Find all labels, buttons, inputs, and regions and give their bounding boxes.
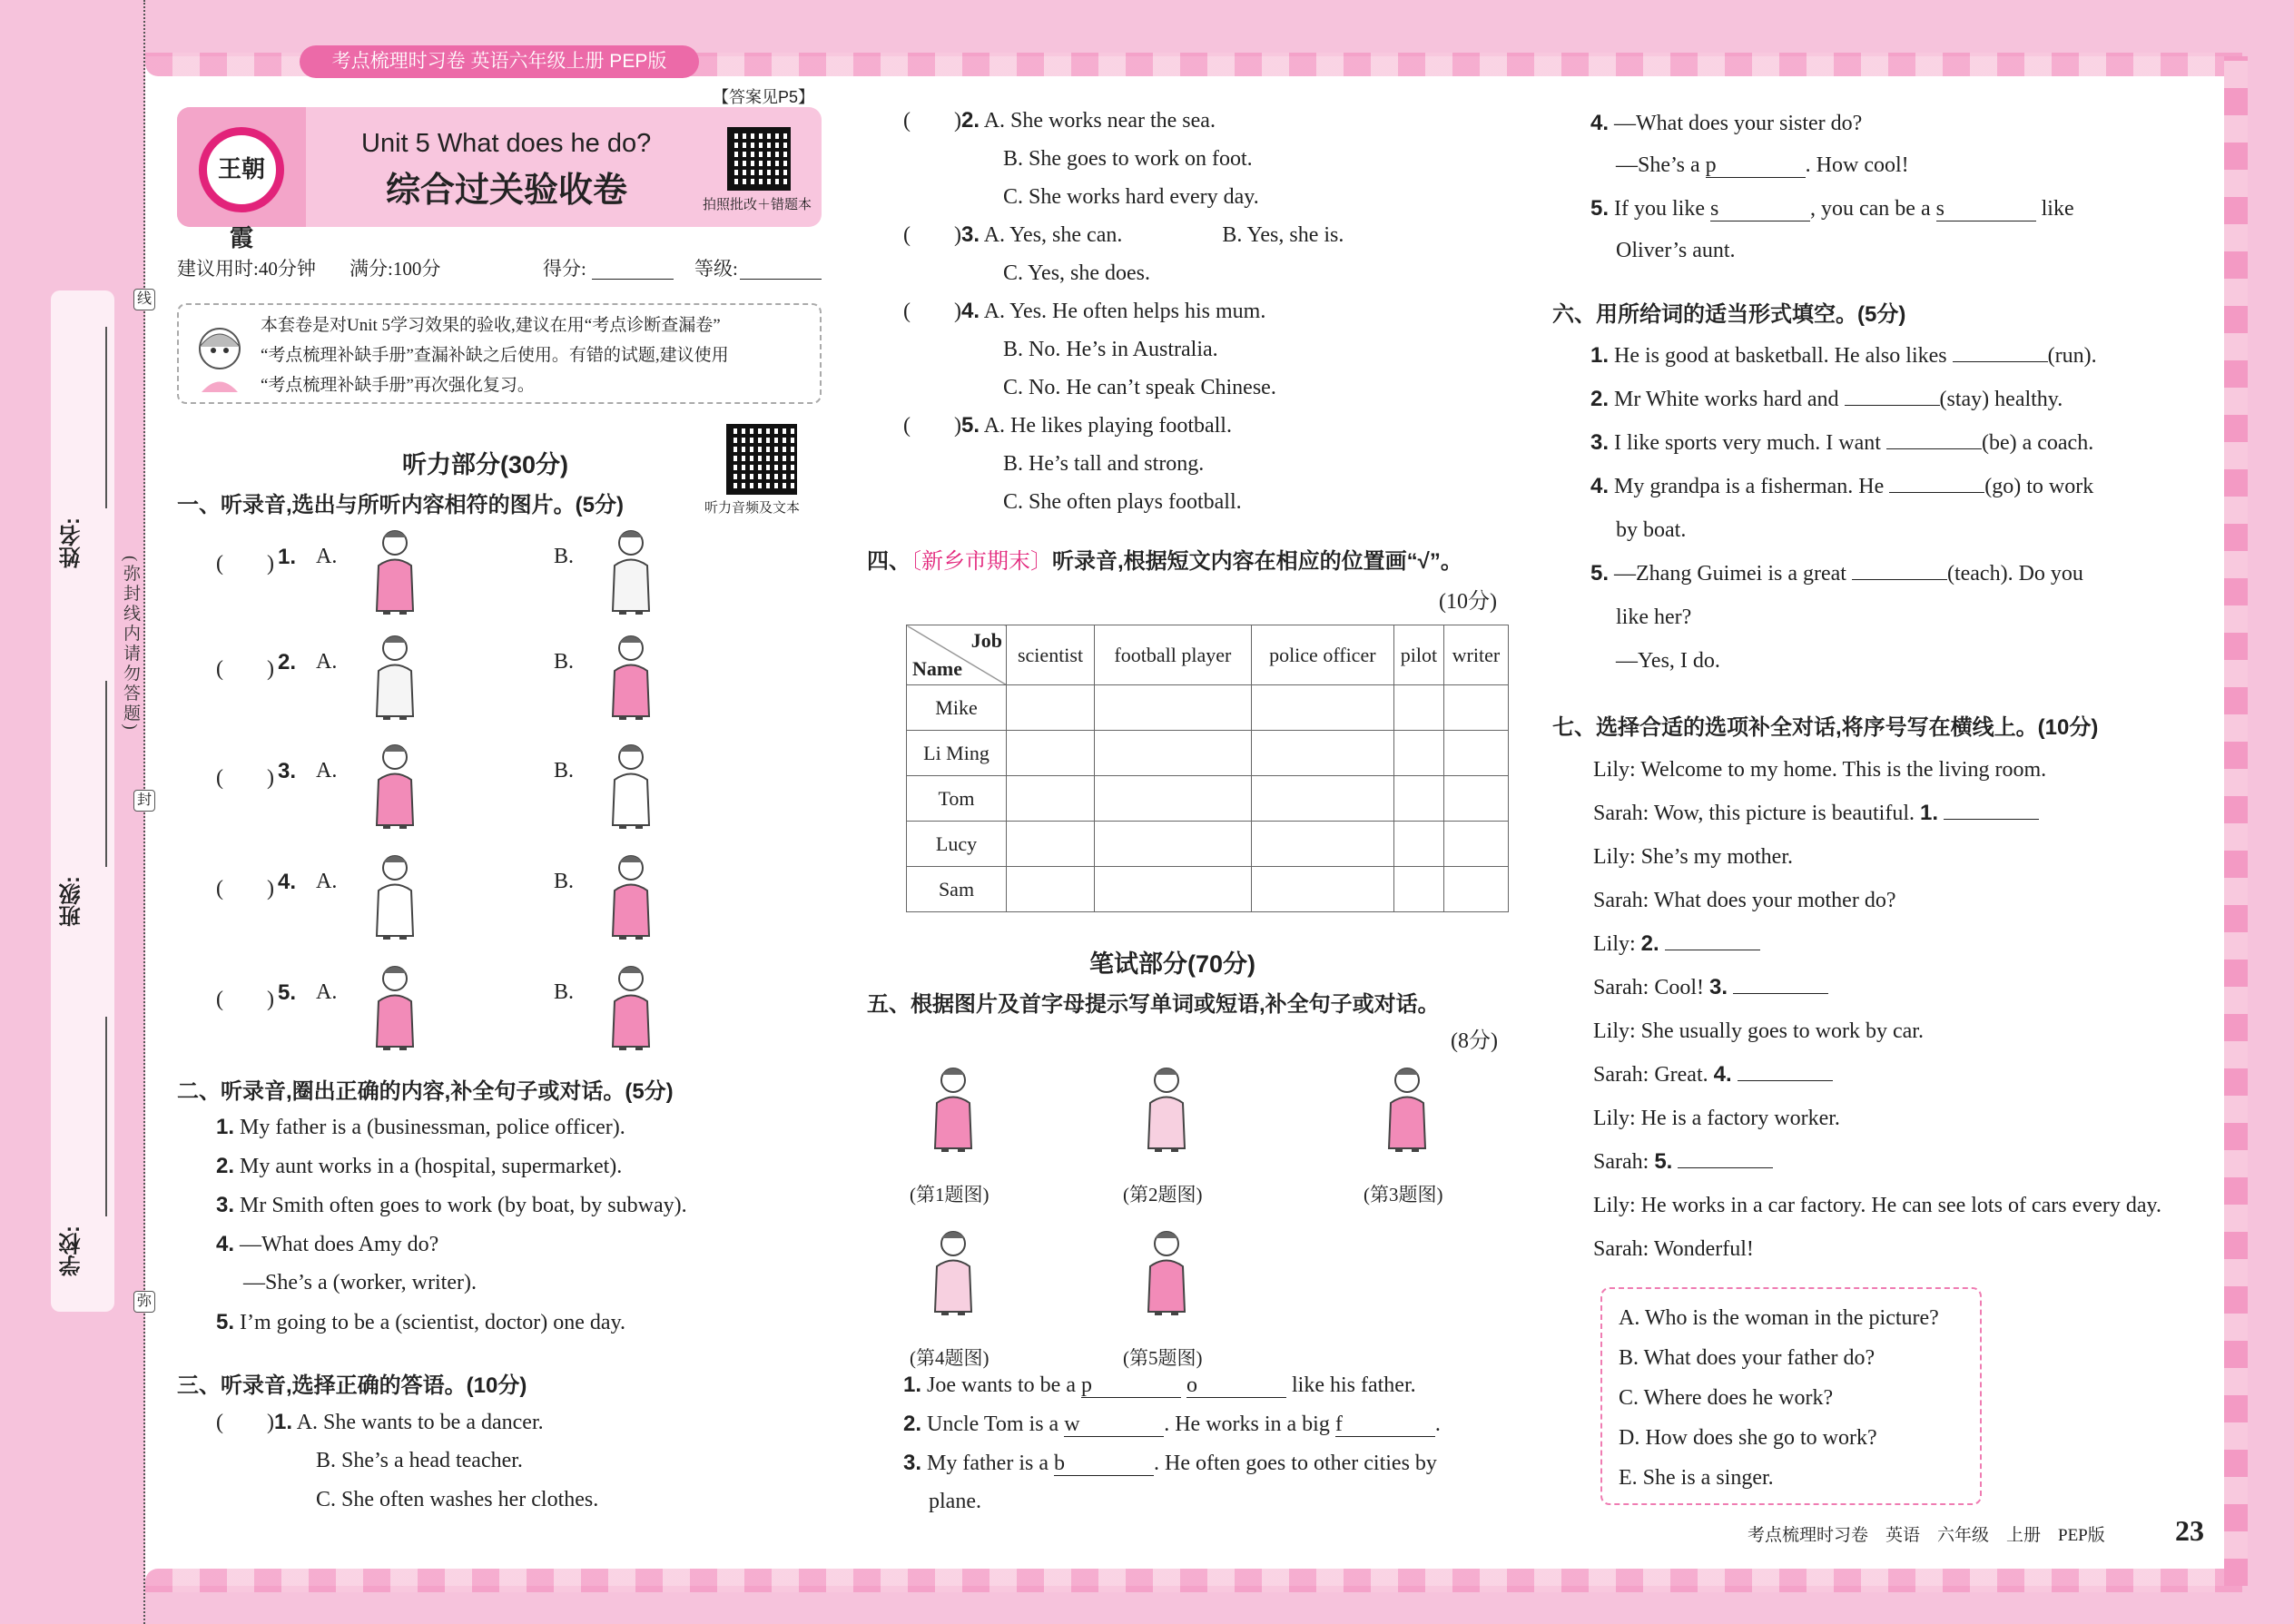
list-item xyxy=(216,1225,687,1264)
picture-caption: (第4题图) xyxy=(910,1347,989,1369)
sentence-text: (teach). Do you xyxy=(1946,562,2083,586)
job-header: pilot xyxy=(1393,625,1443,685)
sentence-text: My father is a xyxy=(927,1452,1054,1475)
name-cell: Li Ming xyxy=(907,731,1007,776)
picture-caption: (第3题图) xyxy=(1364,1184,1443,1206)
question-number: 3. xyxy=(960,222,980,247)
answer-bracket[interactable]: ( ) xyxy=(216,766,274,790)
answer-bracket[interactable]: ( ) xyxy=(903,300,961,323)
sentence-text: plane. xyxy=(929,1490,981,1513)
usage-note-box xyxy=(177,303,822,404)
section-5-title: 五、根据图片及首字母提示写单词或短语,补全句子或对话。 xyxy=(867,992,1440,1017)
picture-caption: (第5题图) xyxy=(1123,1347,1203,1369)
page-number: 23 xyxy=(2175,1514,2204,1547)
job-header: police officer xyxy=(1251,625,1393,685)
option-b-label: B. xyxy=(554,980,575,1004)
list-item xyxy=(1590,378,2097,421)
check-cell[interactable] xyxy=(1095,822,1252,867)
option-b-picture[interactable] xyxy=(595,630,667,727)
check-cell[interactable] xyxy=(1007,867,1095,912)
picture-caption: (第1题图) xyxy=(910,1184,989,1206)
option-a-label: A. xyxy=(316,759,338,782)
picture-caption: (第2题图) xyxy=(1123,1184,1203,1206)
option-b-label: B. xyxy=(554,650,575,674)
option-row[interactable]: B. She’s a head teacher. xyxy=(316,1449,523,1472)
question-number: 5. xyxy=(216,1310,235,1334)
score-field[interactable] xyxy=(592,254,674,280)
seal-dotted-line xyxy=(143,0,145,1624)
option-b-picture[interactable] xyxy=(595,739,667,836)
right-wave-border xyxy=(2224,56,2248,1586)
option-row[interactable]: C. She often plays football. xyxy=(1003,490,1242,514)
section-5-items-col3 xyxy=(1590,102,2074,272)
answer-blank[interactable]: w xyxy=(1064,1412,1164,1437)
dialogue-line xyxy=(1593,792,2161,835)
list-item xyxy=(1590,639,2097,683)
option-b-label: B. xyxy=(554,870,575,893)
full-score: 满分:100分 xyxy=(350,258,441,280)
option-a[interactable]: A. She works near the sea. xyxy=(983,109,1216,133)
question-number: 4. xyxy=(1713,1062,1732,1087)
check-cell[interactable] xyxy=(1251,776,1393,822)
dialogue-line xyxy=(1593,748,2161,792)
list-item xyxy=(1590,334,2097,378)
option-a-label: A. xyxy=(316,545,338,568)
listening-section-title: 听力部分(30分) xyxy=(402,451,569,478)
question-picture xyxy=(1130,1062,1203,1159)
section-3-title: 三、听录音,选择正确的答语。(10分) xyxy=(177,1373,527,1398)
sentence-text: (be) a coach. xyxy=(1981,431,2094,455)
check-cell[interactable] xyxy=(1443,731,1508,776)
section-4-score: (10分) xyxy=(1439,590,1497,614)
section-3-items-col1 xyxy=(216,1403,598,1520)
name-cell: Tom xyxy=(907,776,1007,822)
question-number: 4. xyxy=(1590,474,1610,498)
sentence-text: —Zhang Guimei is a great xyxy=(1614,562,1852,586)
section-4-title xyxy=(867,543,1462,575)
question-row xyxy=(903,292,1344,330)
option-a-label: A. xyxy=(316,870,338,893)
item-text: My aunt works in a (hospital, supermarket). xyxy=(240,1155,623,1178)
audio-qr-caption: 听力音频及文本 xyxy=(704,501,801,516)
dialogue-line xyxy=(1593,835,2161,879)
check-cell[interactable] xyxy=(1393,822,1443,867)
note-line: 本套卷是对Unit 5学习效果的验收,建议在用“考点诊断查漏卷” xyxy=(261,316,721,335)
dialogue-line xyxy=(1593,1184,2161,1227)
job-table xyxy=(906,625,1509,912)
section-4-source: 〔新乡市期末〕 xyxy=(911,550,1052,574)
job-header: football player xyxy=(1095,625,1252,685)
list-item xyxy=(216,1147,687,1186)
name-cell: Lucy xyxy=(907,822,1007,867)
option-b[interactable]: B. Yes, she is. xyxy=(1222,223,1344,247)
name-cell: Sam xyxy=(907,867,1007,912)
option-b-label: B. xyxy=(554,759,575,782)
section-5-score: (8分) xyxy=(1451,1029,1498,1053)
list-item xyxy=(903,1443,1441,1482)
bottom-wave-border xyxy=(145,1569,2242,1592)
question-number: 2. xyxy=(960,108,980,133)
answer-blank[interactable]: f xyxy=(1335,1412,1435,1437)
option-row[interactable]: C. No. He can’t speak Chinese. xyxy=(1003,376,1276,399)
check-cell[interactable] xyxy=(1393,731,1443,776)
list-item xyxy=(216,1107,687,1147)
footer-text: 考点梳理时习卷 英语 六年级 上册 PEP版 xyxy=(1748,1526,2105,1545)
question-number: 3. xyxy=(1590,430,1610,455)
option-b-picture[interactable] xyxy=(595,960,667,1058)
list-item xyxy=(1590,230,2074,272)
question-row xyxy=(903,216,1344,254)
section-7-options-box xyxy=(1600,1287,1982,1505)
answer-bracket[interactable]: ( ) xyxy=(216,988,274,1011)
answer-blank[interactable] xyxy=(1944,794,2039,820)
answer-blank[interactable] xyxy=(1733,969,1828,994)
question-row xyxy=(903,407,1344,445)
check-cell[interactable] xyxy=(1393,867,1443,912)
option-a-picture[interactable] xyxy=(359,739,431,836)
option-b-label: B. xyxy=(554,545,575,568)
section-6-title: 六、用所给词的适当形式填空。(5分) xyxy=(1552,302,1906,327)
question-number: 4. xyxy=(960,299,980,323)
list-item xyxy=(1590,508,2097,552)
sentence-text: Lily: She’s my mother. xyxy=(1593,845,1793,869)
sentence-text: My grandpa is a fisherman. He xyxy=(1614,475,1890,498)
option-row[interactable]: C. She often washes her clothes. xyxy=(316,1488,599,1511)
item-text: I’m going to be a (scientist, doctor) one day. xyxy=(240,1311,626,1334)
section-7-dialogue xyxy=(1593,748,2161,1271)
question-number: 2. xyxy=(216,1154,235,1178)
grade-label: 等级: xyxy=(694,258,738,280)
corner-job-label: Job xyxy=(970,629,1002,652)
class-label: 班级: xyxy=(60,876,84,927)
question-number: 1. xyxy=(1590,343,1610,368)
brand-logo xyxy=(177,107,306,251)
section-2-items xyxy=(216,1107,687,1342)
list-item xyxy=(216,1303,687,1342)
answer-bracket[interactable]: ( ) xyxy=(216,877,274,901)
girl-mascot-icon xyxy=(188,321,251,394)
option-row[interactable]: B. She goes to work on foot. xyxy=(1003,147,1253,171)
corner-name-label: Name xyxy=(912,657,962,680)
list-item xyxy=(1590,552,2097,595)
option-a[interactable]: A. She wants to be a dancer. xyxy=(296,1411,544,1434)
answer-bracket[interactable]: ( ) xyxy=(903,109,961,133)
check-cell[interactable] xyxy=(1251,685,1393,731)
sentence-text: Sarah: Wow, this picture is beautiful. xyxy=(1593,802,1920,825)
list-item xyxy=(1590,421,2097,465)
grade-field[interactable] xyxy=(740,254,822,280)
list-item xyxy=(1590,144,2074,187)
sentence-text: Sarah: Great. xyxy=(1593,1063,1714,1087)
sentence-text: like xyxy=(2035,197,2074,221)
question-number: 1. xyxy=(278,545,297,569)
question-row xyxy=(216,1403,598,1442)
sentence-text: —What does your sister do? xyxy=(1614,112,1863,135)
item-text: —She’s a (worker, writer). xyxy=(243,1271,477,1294)
sentence-text: . He works in a big xyxy=(1164,1412,1335,1436)
class-field[interactable] xyxy=(105,681,107,867)
question-number: 1. xyxy=(903,1373,922,1397)
option-a[interactable]: A. Yes, she can. xyxy=(983,223,1123,247)
sentence-text: Sarah: Wonderful! xyxy=(1593,1237,1754,1261)
check-cell[interactable] xyxy=(1095,731,1252,776)
section-3-items-col2 xyxy=(903,102,1344,521)
unit-title: Unit 5 What does he do? xyxy=(361,129,652,158)
option-a-label: A. xyxy=(316,650,338,674)
question-picture xyxy=(1130,1225,1203,1323)
answer-blank[interactable]: o xyxy=(1186,1373,1286,1398)
sentence-text: Uncle Tom is a xyxy=(927,1412,1065,1436)
answer-blank[interactable] xyxy=(1953,337,2048,362)
option-item: B. What does your father do? xyxy=(1619,1346,1876,1370)
check-cell[interactable] xyxy=(1007,822,1095,867)
sentence-text: Lily: He is a factory worker. xyxy=(1593,1107,1840,1130)
question-number: 2. xyxy=(278,650,297,674)
table-row xyxy=(907,822,1509,867)
answer-blank[interactable] xyxy=(1889,468,1984,493)
sentence-text: . How cool! xyxy=(1805,153,1909,177)
table-row xyxy=(907,731,1509,776)
section-7-title: 七、选择合适的选项补全对话,将序号写在横线上。(10分) xyxy=(1552,715,2099,740)
answer-blank[interactable]: s xyxy=(1936,196,2036,221)
check-cell[interactable] xyxy=(1251,731,1393,776)
answer-bracket[interactable]: ( ) xyxy=(903,223,961,247)
question-picture xyxy=(917,1225,989,1323)
option-a-label: A. xyxy=(316,980,338,1004)
question-number: 4. xyxy=(278,870,297,894)
sentence-text: like her? xyxy=(1616,605,1692,629)
question-number: 2. xyxy=(903,1412,922,1436)
suggested-time: 建议用时:40分钟 xyxy=(177,258,316,280)
check-cell[interactable] xyxy=(1393,776,1443,822)
sentence-text: I like sports very much. I want xyxy=(1614,431,1886,455)
seal-mark-seal: 封 xyxy=(133,790,155,812)
grading-qr-caption: 拍照批改＋错题本 xyxy=(703,197,812,212)
dialogue-line xyxy=(1593,1097,2161,1140)
answer-blank[interactable] xyxy=(1678,1143,1773,1168)
logo-seal: 王朝霞 xyxy=(199,127,284,212)
sentence-text: Lily: xyxy=(1593,932,1641,956)
name-cell: Mike xyxy=(907,685,1007,731)
job-header: scientist xyxy=(1007,625,1095,685)
option-a[interactable]: A. He likes playing football. xyxy=(983,414,1232,438)
sentence-text: Joe wants to be a xyxy=(927,1373,1081,1397)
check-cell[interactable] xyxy=(1443,822,1508,867)
exam-title: 综合过关验收卷 xyxy=(386,172,628,210)
seal-warning: (弥封线内请勿答题) xyxy=(121,556,140,733)
item-text: My father is a (businessman, police officer). xyxy=(240,1116,625,1139)
question-number: 3. xyxy=(278,759,297,783)
list-item xyxy=(903,1404,1441,1443)
section-4-instruction: 听录音,根据短文内容在相应的位置画“√”。 xyxy=(1052,549,1462,574)
check-cell[interactable] xyxy=(1007,776,1095,822)
section-1-title: 一、听录音,选出与所听内容相符的图片。(5分) xyxy=(177,493,624,517)
written-section-title: 笔试部分(70分) xyxy=(1089,950,1256,978)
answer-blank[interactable]: p xyxy=(1081,1373,1181,1398)
sentence-text: , you can be a xyxy=(1810,197,1936,221)
check-cell[interactable] xyxy=(1393,685,1443,731)
check-cell[interactable] xyxy=(1443,776,1508,822)
question-number: 4. xyxy=(1590,111,1610,135)
answer-bracket[interactable]: ( ) xyxy=(216,657,274,681)
answer-blank[interactable] xyxy=(1738,1056,1833,1081)
seal-mark-line: 线 xyxy=(133,289,155,310)
section-5-items-col2 xyxy=(903,1365,1441,1521)
check-cell[interactable] xyxy=(1095,776,1252,822)
option-row[interactable]: B. No. He’s in Australia. xyxy=(1003,338,1218,361)
name-field[interactable] xyxy=(105,327,107,508)
dialogue-line xyxy=(1593,1053,2161,1097)
note-line: “考点梳理补缺手册”再次强化复习。 xyxy=(261,376,535,395)
dialogue-line xyxy=(1593,922,2161,966)
option-item: D. How does she go to work? xyxy=(1619,1426,1877,1450)
list-item xyxy=(1590,187,2074,230)
sentence-text: Sarah: What does your mother do? xyxy=(1593,889,1896,912)
check-cell[interactable] xyxy=(1007,731,1095,776)
table-header-row xyxy=(907,625,1509,685)
table-row xyxy=(907,867,1509,912)
list-item xyxy=(216,1186,687,1225)
sentence-text: Oliver’s aunt. xyxy=(1616,239,1736,262)
question-row xyxy=(903,102,1344,140)
answer-reference: 【答案见P5】 xyxy=(713,88,815,106)
table-corner-cell xyxy=(907,625,1007,685)
sentence-text: Lily: She usually goes to work by car. xyxy=(1593,1019,1924,1043)
question-picture xyxy=(1371,1062,1443,1159)
check-cell[interactable] xyxy=(1251,867,1393,912)
item-text: Mr Smith often goes to work (by boat, by subway). xyxy=(240,1194,687,1217)
sentence-text: (go) to work xyxy=(1984,475,2094,498)
answer-blank[interactable] xyxy=(1886,424,1982,449)
sentence-text: (run). xyxy=(2047,344,2097,368)
question-number: 2. xyxy=(1640,931,1659,956)
section-4-prefix: 四、 xyxy=(867,549,911,574)
option-item: A. Who is the woman in the picture? xyxy=(1619,1306,1939,1330)
question-number: 5. xyxy=(1590,561,1610,586)
answer-blank[interactable] xyxy=(1852,555,1947,580)
option-row[interactable]: C. Yes, she does. xyxy=(1003,261,1151,285)
section-2-title: 二、听录音,圈出正确的内容,补全句子或对话。(5分) xyxy=(177,1079,674,1104)
list-item xyxy=(903,1482,1441,1521)
sentence-text: . He often goes to other cities by xyxy=(1153,1452,1437,1475)
list-item xyxy=(1590,595,2097,639)
question-number: 3. xyxy=(1708,975,1728,999)
option-b-picture[interactable] xyxy=(595,850,667,947)
check-cell[interactable] xyxy=(1007,685,1095,731)
dialogue-line xyxy=(1593,966,2161,1009)
dialogue-line xyxy=(1593,879,2161,922)
question-number: 5. xyxy=(1590,196,1610,221)
seal-mark-mi: 弥 xyxy=(133,1291,155,1313)
check-cell[interactable] xyxy=(1443,685,1508,731)
dialogue-line xyxy=(1593,1009,2161,1053)
question-picture xyxy=(917,1062,989,1159)
item-text: —What does Amy do? xyxy=(240,1233,439,1256)
sentence-text: . xyxy=(1434,1412,1441,1436)
dialogue-line xyxy=(1593,1140,2161,1184)
note-line: “考点梳理补缺手册”查漏补缺之后使用。有错的试题,建议使用 xyxy=(261,346,729,365)
list-item xyxy=(216,1264,687,1303)
option-item: C. Where does he work? xyxy=(1619,1386,1834,1410)
audio-qr-code[interactable] xyxy=(726,424,797,495)
option-item: E. She is a singer. xyxy=(1619,1466,1774,1490)
question-number: 4. xyxy=(216,1232,235,1256)
option-a-picture[interactable] xyxy=(359,525,431,622)
answer-bracket[interactable]: ( ) xyxy=(903,414,961,438)
question-number: 3. xyxy=(903,1451,922,1475)
sentence-text: Lily: Welcome to my home. This is the living room. xyxy=(1593,758,2047,782)
sentence-text: Sarah: Cool! xyxy=(1593,976,1709,999)
usage-note-text xyxy=(261,310,729,400)
answer-blank[interactable]: b xyxy=(1054,1451,1154,1476)
series-tag: 考点梳理时习卷 英语六年级上册 PEP版 xyxy=(300,45,699,78)
sentence-text: by boat. xyxy=(1616,518,1687,542)
answer-blank[interactable]: s xyxy=(1710,196,1810,221)
score-label: 得分: xyxy=(543,258,586,280)
answer-bracket[interactable]: ( ) xyxy=(216,1411,274,1434)
answer-blank[interactable] xyxy=(1665,925,1760,950)
option-a-picture[interactable] xyxy=(359,960,431,1058)
option-a-picture[interactable] xyxy=(359,630,431,727)
sentence-text: Lily: He works in a car factory. He can see lots of cars every day. xyxy=(1593,1194,2161,1217)
question-number: 3. xyxy=(216,1193,235,1217)
question-number: 1. xyxy=(273,1410,292,1434)
table-row xyxy=(907,685,1509,731)
school-label: 学校: xyxy=(60,1225,84,1276)
option-row[interactable]: B. He’s tall and strong. xyxy=(1003,452,1205,476)
option-row[interactable]: C. She works hard every day. xyxy=(1003,185,1259,209)
answer-blank[interactable]: p xyxy=(1706,153,1806,178)
check-cell[interactable] xyxy=(1095,867,1252,912)
question-number: 2. xyxy=(1590,387,1610,411)
question-number: 1. xyxy=(1920,801,1939,825)
question-number: 5. xyxy=(278,980,297,1005)
answer-bracket[interactable]: ( ) xyxy=(216,552,274,576)
sentence-text: Sarah: xyxy=(1593,1150,1655,1174)
dialogue-line xyxy=(1593,1227,2161,1271)
check-cell[interactable] xyxy=(1251,822,1393,867)
list-item xyxy=(1590,465,2097,508)
sentence-text: If you like xyxy=(1614,197,1710,221)
sentence-text: —Yes, I do. xyxy=(1616,649,1720,673)
list-item xyxy=(1590,102,2074,144)
sentence-text: He is good at basketball. He also likes xyxy=(1614,344,1953,368)
check-cell[interactable] xyxy=(1095,685,1252,731)
question-number: 1. xyxy=(216,1115,235,1139)
sentence-text: like his father. xyxy=(1285,1373,1416,1397)
table-row xyxy=(907,776,1509,822)
question-number: 5. xyxy=(960,413,980,438)
check-cell[interactable] xyxy=(1443,867,1508,912)
question-number: 5. xyxy=(1654,1149,1673,1174)
sentence-text: Mr White works hard and xyxy=(1614,388,1845,411)
grading-qr-code[interactable] xyxy=(727,127,791,191)
option-b-picture[interactable] xyxy=(595,525,667,622)
sentence-text: —She’s a xyxy=(1616,153,1706,177)
answer-blank[interactable] xyxy=(1845,380,1940,406)
student-info-strip xyxy=(51,290,114,1312)
job-header: writer xyxy=(1443,625,1508,685)
name-label: 姓名: xyxy=(60,517,84,568)
list-item xyxy=(903,1365,1441,1404)
school-field[interactable] xyxy=(105,1017,107,1216)
option-a[interactable]: A. Yes. He often helps his mum. xyxy=(983,300,1266,323)
section-6-items xyxy=(1590,334,2097,683)
option-a-picture[interactable] xyxy=(359,850,431,947)
sentence-text: (stay) healthy. xyxy=(1939,388,2063,411)
